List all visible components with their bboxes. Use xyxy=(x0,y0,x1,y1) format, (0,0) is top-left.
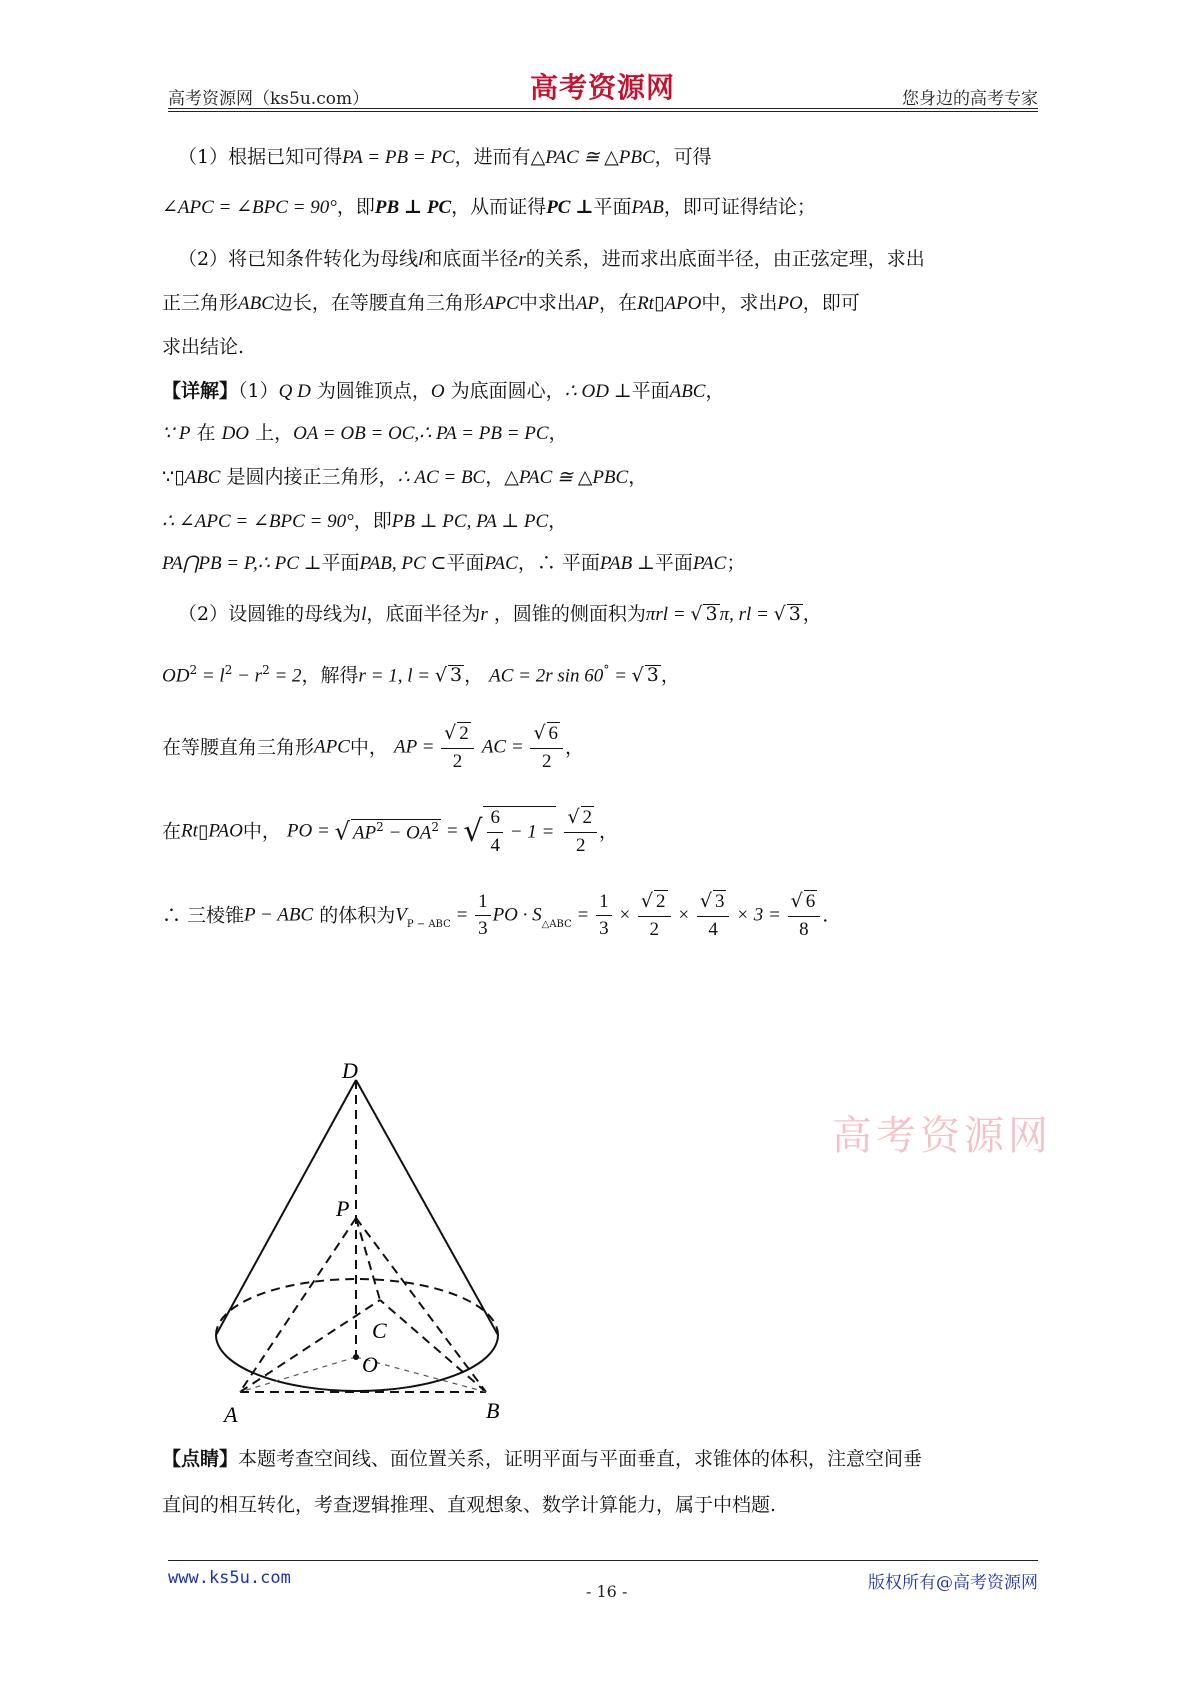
comment-label: 【点睛】 xyxy=(162,1448,239,1470)
solution-label: 【详解】 xyxy=(162,380,239,402)
edge-AC xyxy=(240,1300,380,1392)
footer-rule xyxy=(168,1560,1038,1561)
analysis-line-5: 求出结论. xyxy=(162,336,245,358)
edge-PA xyxy=(240,1218,356,1392)
label-C: C xyxy=(372,1318,387,1343)
label-P: P xyxy=(336,1196,350,1221)
solution-line-9: 在Rt▯PAO中， PO = √ $AP^2 - OA^2$ = √ $\frac{6}{4}$ − 1 = $\frac{√ 2}{2}$ ， xyxy=(162,806,619,856)
analysis-line-3: （2）将已知条件转化为母线l和底面半径r的关系，进而求出底面半径，由正弦定理，求出 xyxy=(178,248,925,270)
solution-line-1: 【详解】（1）Q D 为圆锥顶点，O 为底面圆心，∴ OD ⊥平面ABC， xyxy=(162,380,725,402)
footer-copyright: 版权所有@高考资源网 xyxy=(868,1573,1038,1593)
watermark: 高考资源网 xyxy=(832,1113,1052,1159)
solution-line-2: ∵ P 在 DO 上，OA = OB = OC,∴ PA = PB = PC， xyxy=(162,422,568,444)
cone-side-left xyxy=(216,1080,356,1335)
page-number: - 16 - xyxy=(586,1582,628,1601)
solution-line-3: ∵▯ABC 是圆内接正三角形，∴ AC = BC，△PAC ≅ △PBC， xyxy=(162,466,648,488)
label-D: D xyxy=(342,1058,358,1083)
point-O xyxy=(353,1354,359,1360)
solution-line-7: $OD^2 = l^2 - r^2 = 2$，解得r = 1, l = √ 3 ， AC = 2r sin 60° = √ 3 ， xyxy=(162,663,680,687)
fraction-sqrt6-over-2: $\frac{√ 6}{2}$ xyxy=(530,722,563,774)
edge-PC xyxy=(356,1218,380,1300)
edge-BC xyxy=(380,1300,486,1392)
header-tagline: 您身边的高考专家 xyxy=(902,89,1038,109)
solution-line-10: ∴ 三棱锥P − ABC 的体积为$V_{P - ABC}$ = $\frac{1}{3}$ PO · $S_{\triangle ABC}$ = $\frac{1}{3}$ × $\frac{√ 2}{2}$ × $\frac{√ 3}{4}$ × 3 = $\frac{√ 6}{8}$ . xyxy=(162,890,829,940)
analysis-line-2: ∠APC = ∠BPC = 90°，即PB ⊥ PC，从而证得PC ⊥平面PAB，即可证得结论； xyxy=(162,196,816,218)
label-B: B xyxy=(486,1398,500,1423)
solution-line-8: 在等腰直角三角形APC中， AP = $\frac{√ 2}{2}$ AC = $\frac{√ 6}{2}$ ， xyxy=(162,722,585,772)
header-logo: 高考资源网 xyxy=(530,71,676,104)
solution-line-5: PA⋂PB = P,∴ PC ⊥平面PAB, PC ⊂平面PAC，∴ 平面PAB ⊥平面PAC； xyxy=(162,552,746,574)
solution-line-4: ∴ ∠APC = ∠BPC = 90°，即PB ⊥ PC, PA ⊥ PC， xyxy=(162,510,568,532)
label-O: O xyxy=(362,1352,378,1377)
footer-site-link[interactable]: www.ks5u.com xyxy=(168,1568,291,1588)
fraction-sqrt2-over-2: $\frac{√ 2}{2}$ xyxy=(441,722,474,774)
solution-line-6: （2）设圆锥的母线为l，底面半径为r ，圆锥的侧面积为πrl = √ 3 π, rl = √ 3 ， xyxy=(178,603,822,625)
cone-side-right xyxy=(356,1080,498,1335)
comment-line-1: 【点睛】本题考查空间线、面位置关系，证明平面与平面垂直，求锥体的体积，注意空间垂 xyxy=(162,1448,923,1470)
label-A: A xyxy=(224,1402,238,1427)
comment-line-2: 直间的相互转化，考查逻辑推理、直观想象、数学计算能力，属于中档题. xyxy=(162,1494,777,1516)
header-site-name: 高考资源网（ks5u.com） xyxy=(168,89,370,109)
analysis-line-4: 正三角形ABC边长，在等腰直角三角形APC中求出AP，在Rt▯APO中，求出PO，即可 xyxy=(162,292,860,314)
analysis-line-1: （1）根据已知可得PA = PB = PC，进而有△PAC ≅ △PBC，可得 xyxy=(178,146,712,168)
